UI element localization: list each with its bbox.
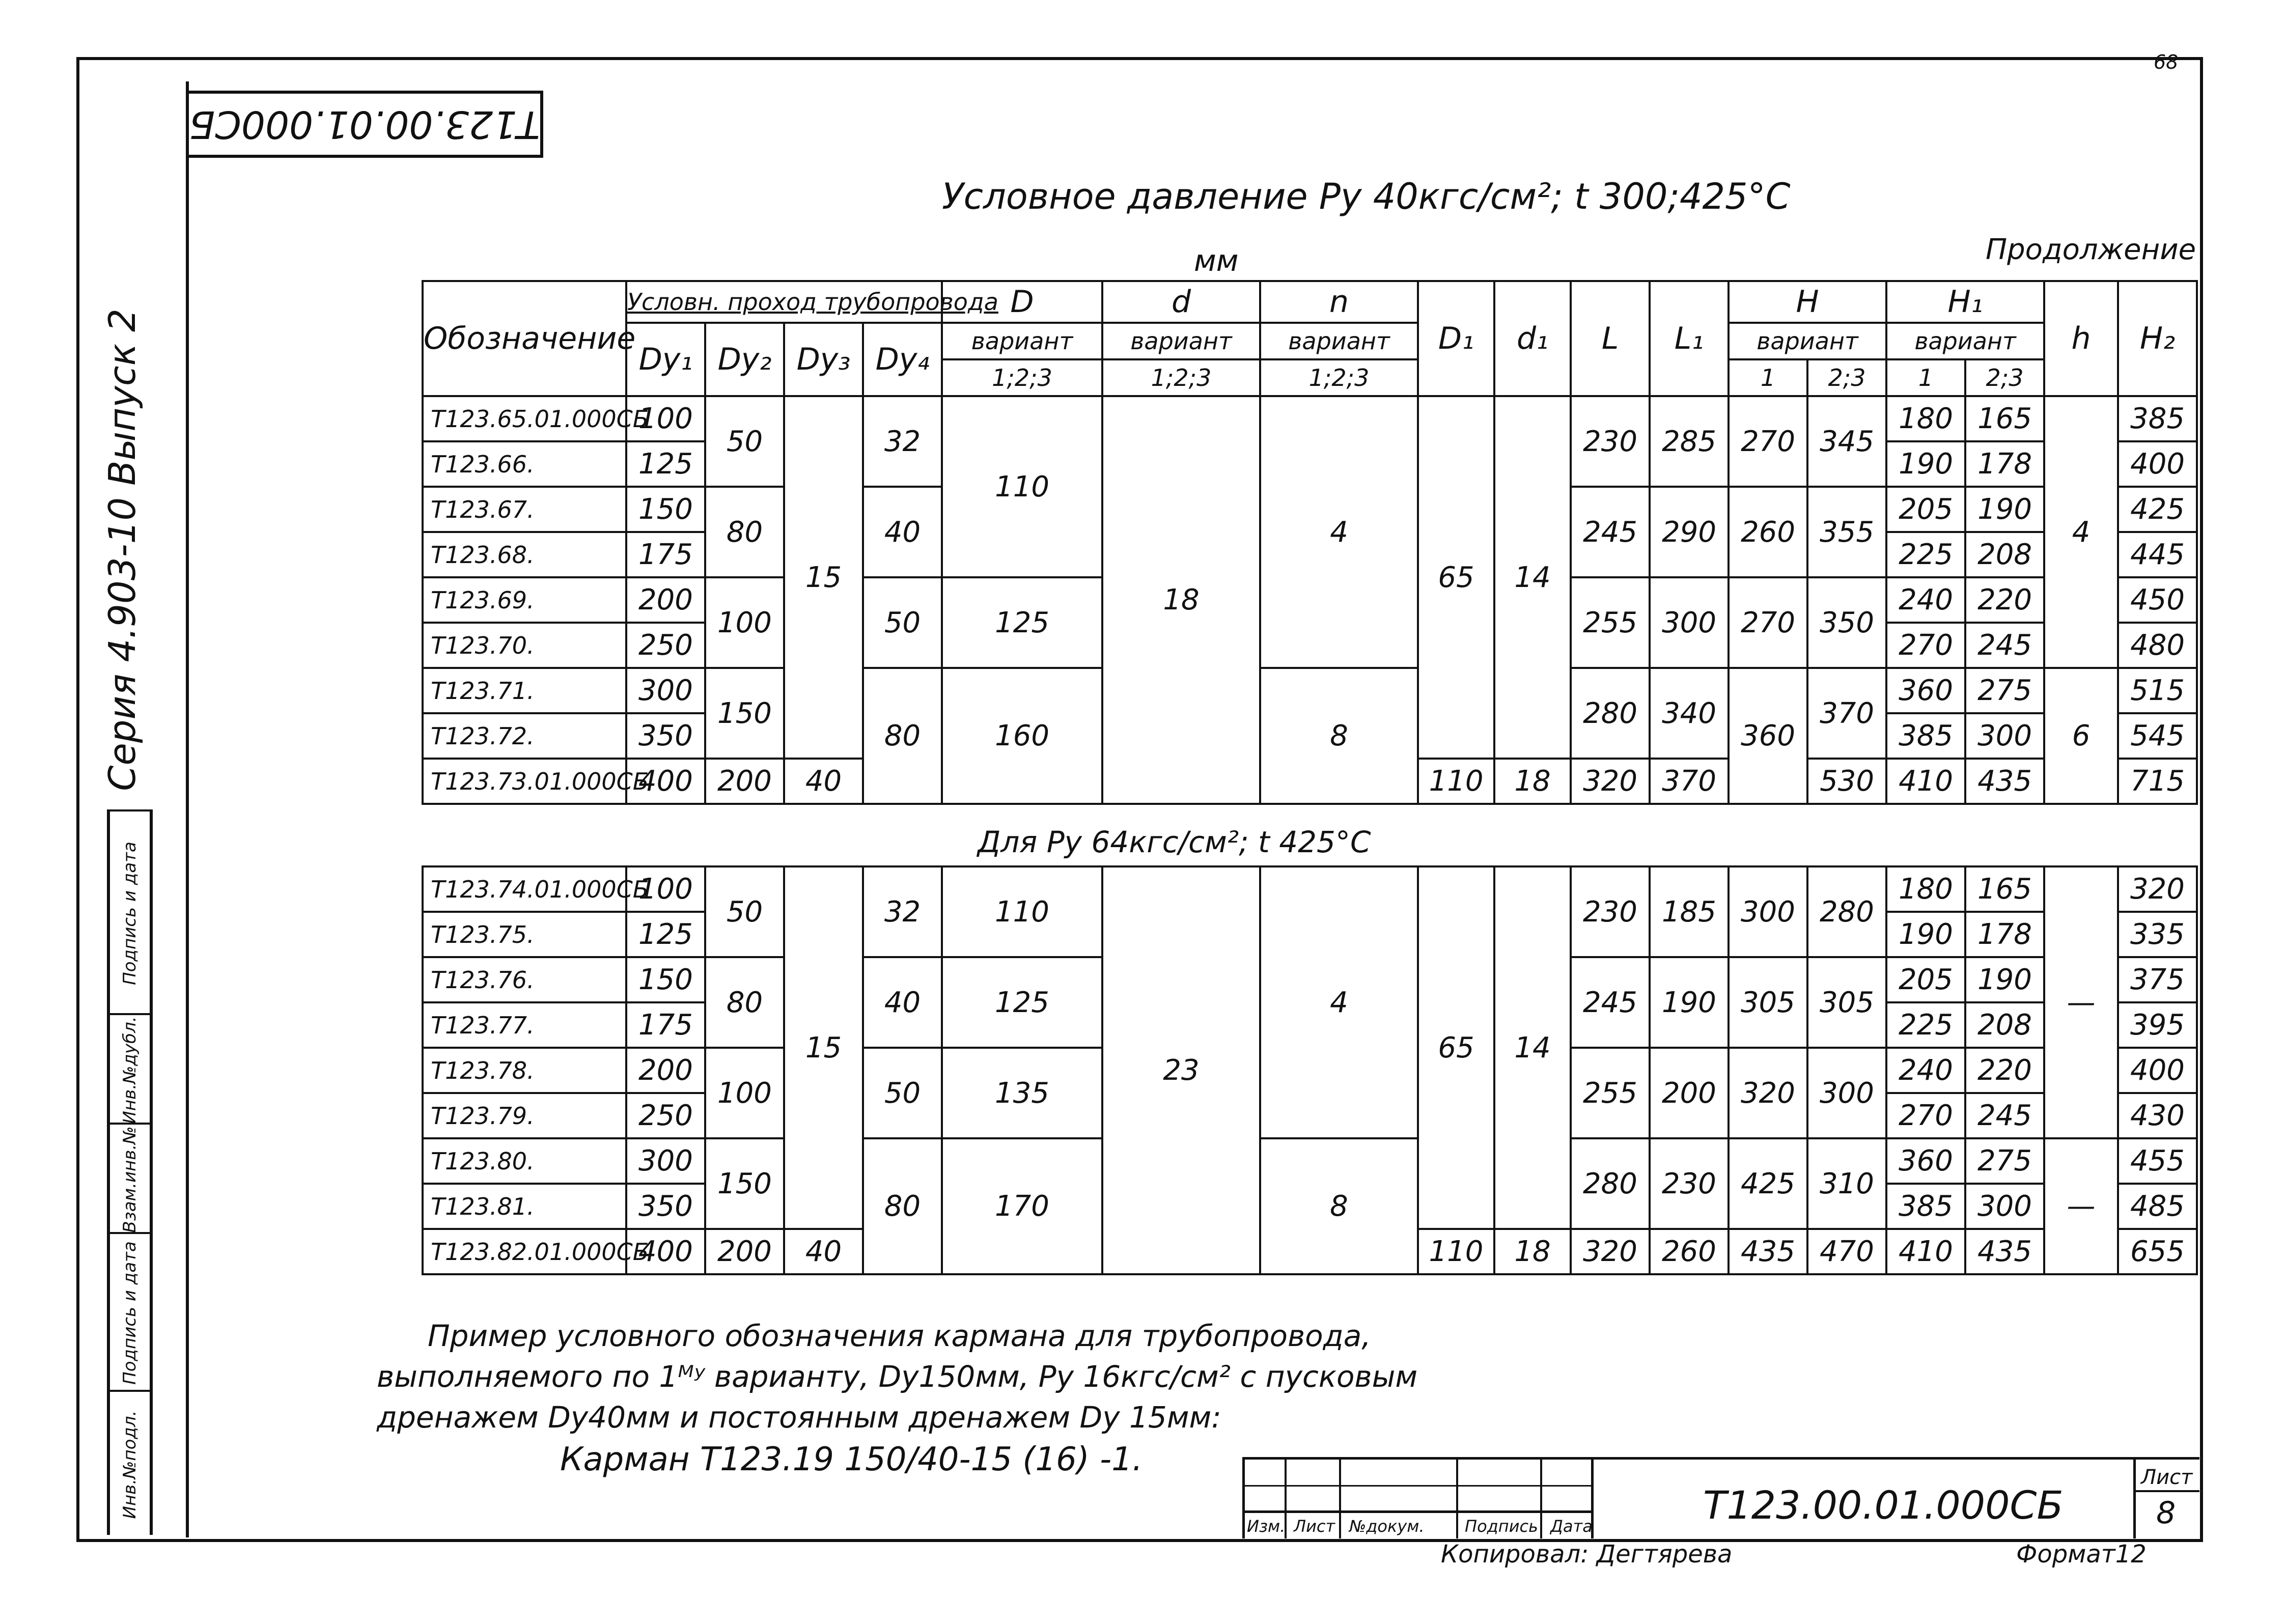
cell-L: 280 [1571,1138,1650,1229]
cell-dy1: 200 [626,577,705,623]
cell-H-23: 300 [1807,1048,1886,1138]
tb-document-code: Т123.00.01.000СБ [1703,1482,2064,1528]
header-n: n [1260,281,1418,323]
stamp-cell-vzam [110,1123,150,1234]
cell-dy2: 80 [705,487,784,577]
header-variant-H1: вариант [1886,323,2044,359]
cell-L: 320 [1571,1229,1650,1274]
cell-h: 4 [2044,396,2118,668]
cell-H2: 545 [2118,713,2197,759]
cell-dy1: 100 [626,866,705,912]
cell-H-23: 345 [1807,396,1886,487]
table-row-code: Т123.67. [423,487,626,532]
cell-dy1: 250 [626,1093,705,1138]
cell-H1-23: 300 [1965,713,2044,759]
cell-dy4: 32 [863,396,942,487]
cell-H-1: 435 [1729,1229,1807,1274]
cell-dy1: 350 [626,1184,705,1229]
cell-L: 230 [1571,396,1650,487]
cell-dy1: 100 [626,396,705,441]
cell-h: — [2044,1138,2118,1274]
cell-L: 255 [1571,577,1650,668]
page-title: Условное давление Ру 40кгс/см²; t 300;425°С [942,176,1791,217]
cell-H-23: 350 [1807,577,1886,668]
cell-dy4: 50 [863,577,942,668]
cell-H-1: 300 [1729,866,1807,957]
copied-by: Копировал: Дегтярева [1441,1540,1733,1569]
cell-H-23: 310 [1807,1138,1886,1229]
table-row-code: Т123.78. [423,1048,626,1093]
cell-dy1: 350 [626,713,705,759]
stamp-cell-podpis [110,1232,150,1392]
cell-dy1: 150 [626,957,705,1002]
cell-H2: 400 [2118,441,2197,487]
table-row-code: Т123.68. [423,532,626,577]
cell-dy4: 80 [863,668,942,804]
cell-dy1: 200 [626,1048,705,1093]
header-dy3: Dу₃ [784,323,863,396]
cell-dy1: 125 [626,441,705,487]
table-row-code: Т123.79. [423,1093,626,1138]
cell-H1-23: 275 [1965,1138,2044,1184]
cell-L1: 200 [1650,1048,1729,1138]
cell-dy2: 100 [705,1048,784,1138]
cell-n: 8 [1260,1138,1418,1274]
tb-izm-label: Изм. [1247,1517,1286,1536]
cell-dy1: 300 [626,668,705,713]
cell-H1-1: 385 [1886,713,1965,759]
cell-H-23: 470 [1807,1229,1886,1274]
rotated-stamp-code: Т123.00.01.000СБ [186,91,543,158]
cell-D: 125 [942,957,1102,1048]
cell-H1-23: 245 [1965,1093,2044,1138]
cell-H1-23: 190 [1965,487,2044,532]
table-row-code: Т123.75. [423,912,626,957]
cell-H-1: 270 [1729,396,1807,487]
cell-H1-1: 190 [1886,912,1965,957]
cell-L1: 260 [1650,1229,1729,1274]
header-v123-d: 1;2;3 [1102,359,1260,396]
note-line-2: выполняемого по 1ᴹʸ варианту, Dу150мм, Ру 16кгс/см² с пусковым [377,1359,1418,1394]
cell-L1: 340 [1650,668,1729,759]
page-number: 68 [2154,51,2179,73]
cell-D1: 110 [1418,1229,1494,1274]
tb-sheet-number: 8 [2156,1495,2176,1531]
header-variant-D: вариант [942,323,1102,359]
cell-L1: 230 [1650,1138,1729,1229]
cell-H1-23: 220 [1965,577,2044,623]
header-H: H [1729,281,1886,323]
title-block [1242,1457,2199,1538]
cell-H2: 450 [2118,577,2197,623]
cell-L1: 190 [1650,957,1729,1048]
table-pressure-64 [422,865,2198,1275]
cell-dy1: 125 [626,912,705,957]
cell-H1-23: 190 [1965,957,2044,1002]
cell-L: 255 [1571,1048,1650,1138]
table-row-code: Т123.77. [423,1002,626,1048]
cell-H1-1: 190 [1886,441,1965,487]
cell-L1: 185 [1650,866,1729,957]
cell-H1-1: 410 [1886,759,1965,804]
cell-H2: 320 [2118,866,2197,912]
cell-H2: 445 [2118,532,2197,577]
cell-dy2: 150 [705,1138,784,1229]
table-row-code: Т123.76. [423,957,626,1002]
cell-H1-23: 245 [1965,623,2044,668]
cell-dy4: 50 [863,1048,942,1138]
cell-dy2: 100 [705,577,784,668]
header-H2: H₂ [2118,281,2197,396]
cell-H2: 425 [2118,487,2197,532]
header-H1-v23: 2;3 [1965,359,2044,396]
tb-list-label: Лист [1294,1517,1335,1536]
header-dy4: Dу₄ [863,323,942,396]
header-H-v1: 1 [1729,359,1807,396]
header-d1: d₁ [1494,281,1571,396]
cell-H2: 515 [2118,668,2197,713]
note-line-3: дренажем Dу40мм и постоянным дренажем Dу 15мм: [377,1400,1221,1435]
cell-dy1: 300 [626,1138,705,1184]
header-dy1: Dу₁ [626,323,705,396]
cell-H2: 335 [2118,912,2197,957]
cell-H-23: 355 [1807,487,1886,577]
cell-L: 245 [1571,487,1650,577]
cell-H1-1: 385 [1886,1184,1965,1229]
tb-vline [1456,1460,1458,1538]
table-row-code: Т123.73.01.000СБ [423,759,626,804]
cell-H-23: 280 [1807,866,1886,957]
cell-H-1: 260 [1729,487,1807,577]
table-pressure-40 [422,280,2198,805]
stamp-cell-dubl [110,1013,150,1125]
cell-H1-1: 225 [1886,532,1965,577]
cell-dy4: 40 [863,957,942,1048]
header-D1: D₁ [1418,281,1494,396]
cell-L: 230 [1571,866,1650,957]
cell-H2: 480 [2118,623,2197,668]
cell-H1-1: 360 [1886,1138,1965,1184]
left-stamp-column [107,809,153,1535]
cell-H1-1: 180 [1886,866,1965,912]
cell-H-1: 270 [1729,577,1807,668]
cell-H1-23: 220 [1965,1048,2044,1093]
note-line-1: Пример условного обозначения кармана для трубопровода, [428,1319,1371,1353]
table-row-code: Т123.70. [423,623,626,668]
table-row-code: Т123.80. [423,1138,626,1184]
cell-H-23: 370 [1807,668,1886,759]
cell-H2: 455 [2118,1138,2197,1184]
table2-subtitle: Для Ру 64кгс/см²; t 425°С [978,825,1371,859]
tb-hline [2133,1490,2199,1492]
cell-H2: 375 [2118,957,2197,1002]
cell-H2: 655 [2118,1229,2197,1274]
tb-hline [1245,1510,1591,1513]
cell-H1-23: 300 [1965,1184,2044,1229]
tb-podpis-label: Подпись [1465,1517,1538,1536]
header-H1: H₁ [1886,281,2044,323]
tb-vline [1540,1460,1542,1538]
cell-L: 280 [1571,668,1650,759]
cell-H1-23: 435 [1965,1229,2044,1274]
cell-H1-23: 165 [1965,396,2044,441]
cell-d1: 14 [1494,396,1571,759]
cell-D: 160 [942,668,1102,804]
header-L: L [1571,281,1650,396]
cell-H1-1: 270 [1886,1093,1965,1138]
cell-H2: 715 [2118,759,2197,804]
cell-H1-1: 205 [1886,957,1965,1002]
header-variant-n: вариант [1260,323,1418,359]
tb-hline [1245,1485,1591,1487]
cell-dy1: 175 [626,532,705,577]
cell-D: 170 [942,1138,1102,1274]
cell-H1-1: 225 [1886,1002,1965,1048]
cell-D1: 110 [1418,759,1494,804]
header-v123-D: 1;2;3 [942,359,1102,396]
cell-H2: 430 [2118,1093,2197,1138]
header-v123-n: 1;2;3 [1260,359,1418,396]
cell-H1-1: 240 [1886,577,1965,623]
cell-L: 320 [1571,759,1650,804]
header-variant-H: вариант [1729,323,1886,359]
continuation-label: Продолжение [1986,233,2196,266]
cell-dy2: 200 [705,1229,784,1274]
cell-H1-23: 178 [1965,912,2044,957]
cell-H1-1: 410 [1886,1229,1965,1274]
cell-L: 245 [1571,957,1650,1048]
cell-dy1: 400 [626,759,705,804]
cell-H-1: 360 [1729,668,1807,804]
table-row-code: Т123.69. [423,577,626,623]
cell-dy3: 40 [784,1229,863,1274]
cell-D: 135 [942,1048,1102,1138]
cell-dy1: 400 [626,1229,705,1274]
cell-H1-23: 275 [1965,668,2044,713]
cell-H1-23: 435 [1965,759,2044,804]
cell-n: 4 [1260,866,1418,1138]
cell-H-1: 320 [1729,1048,1807,1138]
cell-L1: 370 [1650,759,1729,804]
stamp-cell-podpis2 [110,809,150,1015]
cell-H1-23: 178 [1965,441,2044,487]
cell-D: 110 [942,396,1102,577]
header-variant-d: вариант [1102,323,1260,359]
stamp-label: Подпись и дата [120,842,140,985]
cell-dy2: 80 [705,957,784,1048]
stamp-label: Инв.№дубл. [120,1016,140,1124]
cell-H1-1: 180 [1886,396,1965,441]
cell-dy2: 50 [705,866,784,957]
cell-D1: 65 [1418,396,1494,759]
stamp-cell-inv-podl [110,1390,150,1537]
stamp-label: Подпись и дата [120,1241,140,1385]
cell-d: 18 [1102,396,1260,804]
table-row-code: Т123.74.01.000СБ [423,866,626,912]
header-D: D [942,281,1102,323]
cell-L1: 300 [1650,577,1729,668]
cell-n: 4 [1260,396,1418,668]
table-row-code: Т123.72. [423,713,626,759]
cell-H2: 400 [2118,1048,2197,1093]
series-label: Серия 4.903-10 Выпуск 2 [101,309,144,791]
tb-vline [2133,1460,2136,1538]
units-label: мм [1194,243,1239,278]
cell-dy4: 32 [863,866,942,957]
cell-H1-1: 240 [1886,1048,1965,1093]
tb-data-label: Дата [1550,1517,1593,1536]
cell-h: 6 [2044,668,2118,804]
header-L1: L₁ [1650,281,1729,396]
cell-H2: 385 [2118,396,2197,441]
cell-H2: 395 [2118,1002,2197,1048]
stamp-label: Взам.инв.№ [120,1126,140,1233]
cell-d1: 18 [1494,759,1571,804]
cell-H-1: 305 [1729,957,1807,1048]
cell-H2: 485 [2118,1184,2197,1229]
tb-sheet-label: Лист [2141,1466,2193,1489]
header-d: d [1102,281,1260,323]
cell-d1: 18 [1494,1229,1571,1274]
table-row-code: Т123.65.01.000СБ [423,396,626,441]
cell-d1: 14 [1494,866,1571,1229]
cell-dy1: 250 [626,623,705,668]
cell-n: 8 [1260,668,1418,804]
note-line-4: Карман Т123.19 150/40-15 (16) -1. [560,1441,1143,1478]
header-H-v23: 2;3 [1807,359,1886,396]
cell-H1-1: 360 [1886,668,1965,713]
cell-H1-1: 205 [1886,487,1965,532]
cell-h: — [2044,866,2118,1138]
cell-H-23: 305 [1807,957,1886,1048]
cell-H1-23: 208 [1965,532,2044,577]
cell-D: 110 [942,866,1102,957]
header-h: h [2044,281,2118,396]
cell-dy2: 150 [705,668,784,759]
header-H1-v1: 1 [1886,359,1965,396]
cell-dy2: 50 [705,396,784,487]
cell-d: 23 [1102,866,1260,1274]
cell-dy1: 175 [626,1002,705,1048]
cell-L1: 285 [1650,396,1729,487]
table-row-code: Т123.81. [423,1184,626,1229]
table-row-code: Т123.71. [423,668,626,713]
cell-H1-23: 208 [1965,1002,2044,1048]
cell-D1: 65 [1418,866,1494,1229]
header-bore-group: Условн. проход трубопровода [626,281,942,323]
format-label: Формат12 [2016,1540,2147,1569]
cell-dy2: 200 [705,759,784,804]
cell-H1-23: 165 [1965,866,2044,912]
tb-vline [1339,1460,1341,1538]
cell-H-23: 530 [1807,759,1886,804]
cell-L1: 290 [1650,487,1729,577]
cell-dy3: 15 [784,866,863,1229]
cell-dy1: 150 [626,487,705,532]
tb-dokum-label: №докум. [1349,1517,1425,1536]
cell-dy3: 40 [784,759,863,804]
cell-dy4: 40 [863,487,942,577]
header-dy2: Dу₂ [705,323,784,396]
cell-H1-1: 270 [1886,623,1965,668]
header-designation: Обозначение [423,281,626,396]
cell-D: 125 [942,577,1102,668]
cell-dy3: 15 [784,396,863,759]
table-row-code: Т123.66. [423,441,626,487]
table-row-code: Т123.82.01.000СБ [423,1229,626,1274]
stamp-label: Инв.№подл. [120,1410,140,1519]
cell-dy4: 80 [863,1138,942,1274]
cell-H-1: 425 [1729,1138,1807,1229]
